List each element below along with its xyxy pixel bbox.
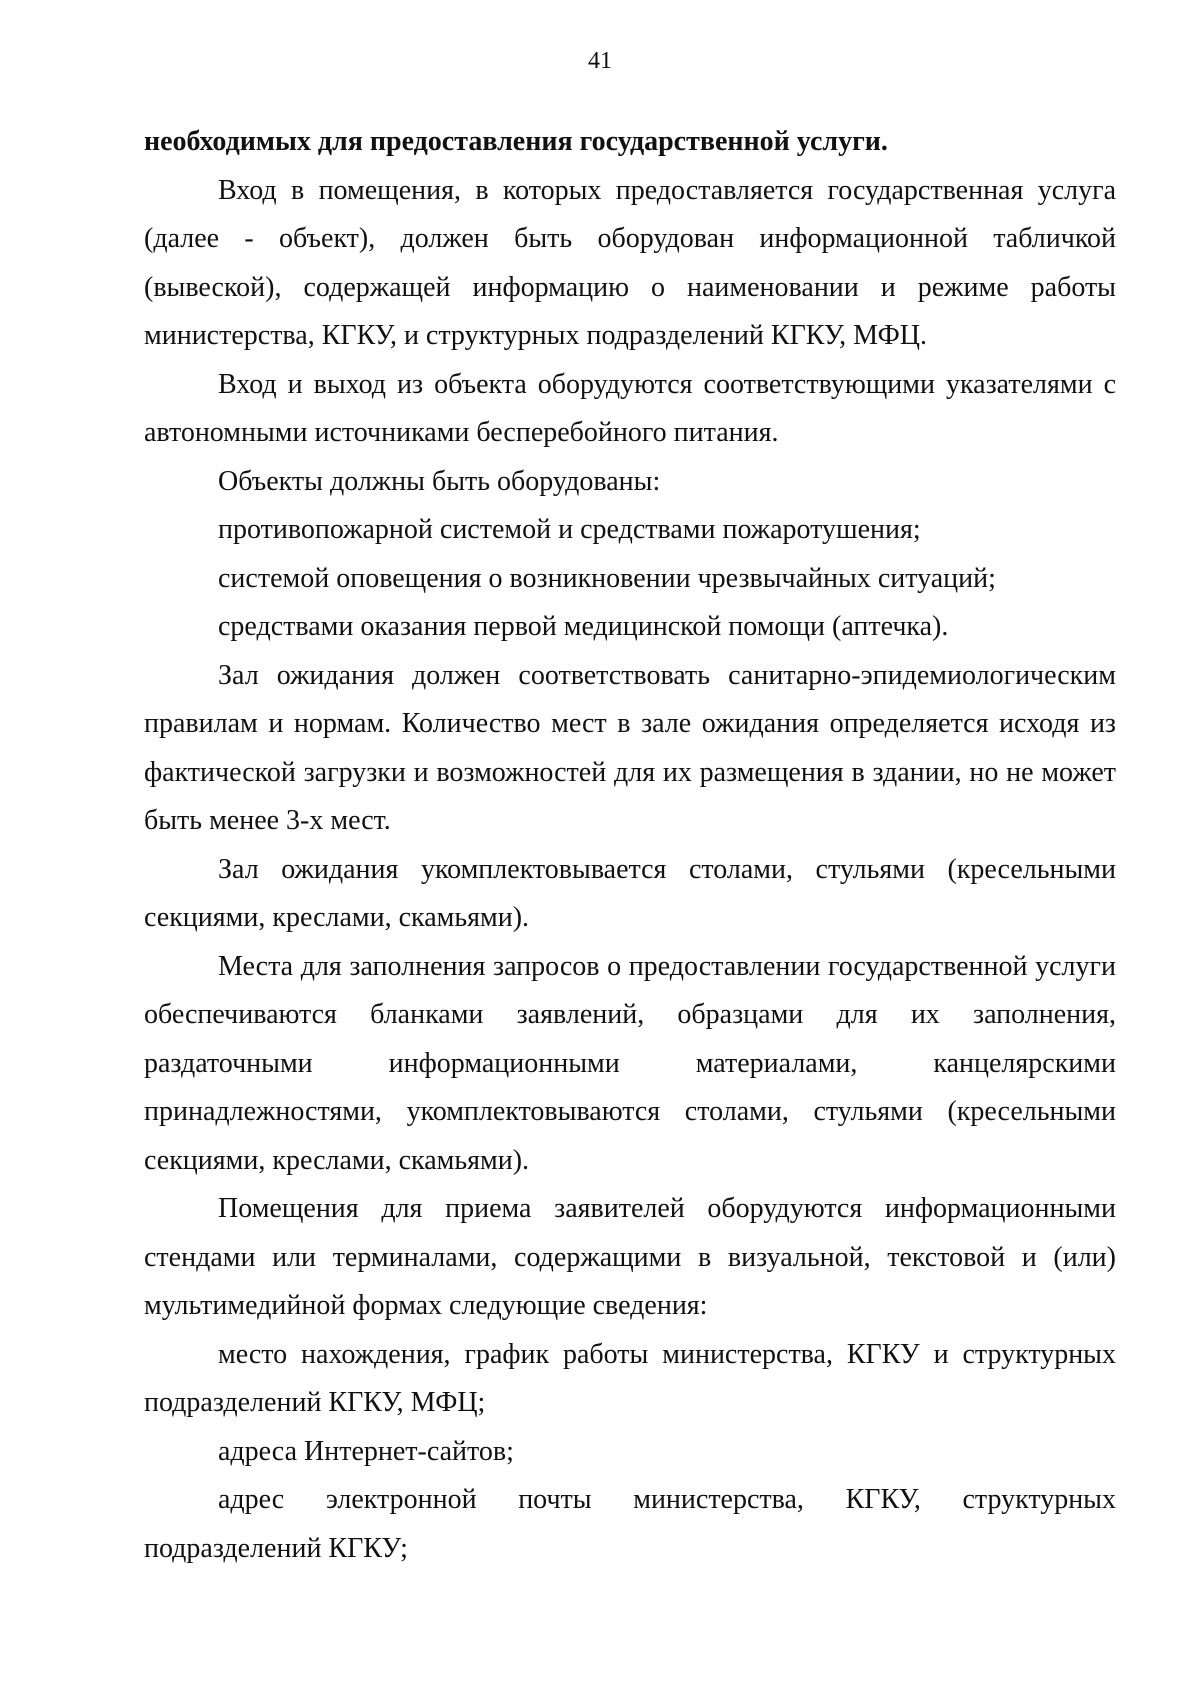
list-item-first-aid: средствами оказания первой медицинской помощи (аптечка).: [218, 611, 949, 642]
page-number: 41: [588, 48, 612, 74]
paragraph-waiting-hall-norms: Зал ожидания должен соответствовать санитарно-эпидемиологическим правилам и нормам. Количество мест в зале ожидания определяется исходя из фактической загрузки и возможностей для их размещения в здании, но не может быть менее 3-х мест.: [144, 659, 1116, 836]
paragraph-equipment-intro: Объекты должны быть оборудованы:: [218, 465, 661, 497]
paragraph-entrance-signage: Вход в помещения, в которых предоставляется государственная услуга (далее - объект), должен быть оборудован информационной табличкой (вывеской), содержащей информацию о наименовании и режиме работы министерства, КГКУ, и структурных подразделений КГКУ, МФЦ.: [144, 174, 1116, 351]
list-item-fire-safety: противопожарной системой и средствами пожаротушения;: [218, 514, 921, 545]
list-item-websites: адреса Интернет-сайтов;: [218, 1435, 514, 1467]
document-body: [144, 118, 1116, 1573]
paragraph-entrance-exit-signs: Вход и выход из объекта оборудуются соответствующими указателями с автономными источниками бесперебойного питания.: [144, 368, 1116, 448]
paragraph-waiting-hall-furniture: Зал ожидания укомплектовывается столами, стульями (кресельными секциями, креслами, скамьями).: [144, 853, 1116, 933]
section-heading-continuation: необходимых для предоставления государственной услуги.: [144, 126, 888, 157]
list-item-email: адрес электронной почты министерства, КГКУ, структурных подразделений КГКУ;: [144, 1484, 1116, 1564]
list-item-emergency-alert: системой оповещения о возникновении чрезвычайных ситуаций;: [218, 562, 996, 594]
paragraph-request-filling-places: Места для заполнения запросов о предоставлении государственной услуги обеспечиваются бланками заявлений, образцами для их заполнения, раздаточными информационными материалами, канцелярскими принадлежностями, укомплектовываются столами, стульями (кресельными секциями, креслами, скамьями).: [144, 950, 1116, 1176]
list-item-location-schedule: место нахождения, график работы министерства, КГКУ и структурных подразделений КГКУ, МФЦ;: [144, 1338, 1116, 1418]
paragraph-info-stands: Помещения для приема заявителей оборудуются информационными стендами или терминалами, содержащими в визуальной, текстовой и (или) мультимедийной формах следующие сведения:: [144, 1193, 1116, 1321]
